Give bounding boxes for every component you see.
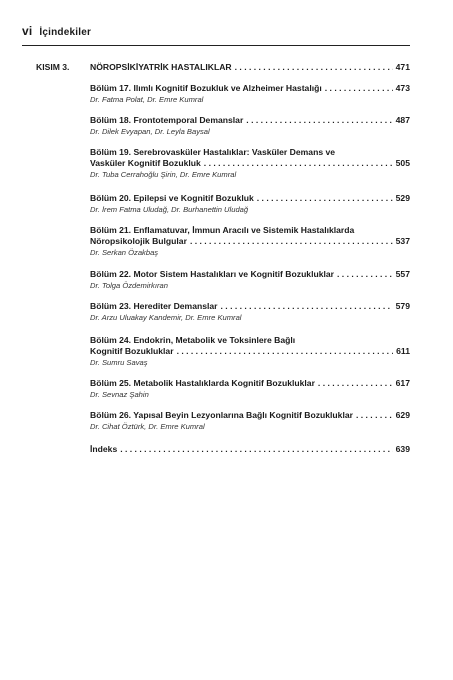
chapter-page: 529 (395, 193, 410, 203)
toc-entry-index[interactable] (90, 444, 410, 455)
chapter-title: Bölüm 25. Metabolik Hastalıklarda Kognitif Bozukluklar (90, 378, 315, 388)
chapter-title-line (90, 378, 410, 389)
running-head (22, 24, 91, 38)
dot-leader (246, 115, 392, 126)
running-head-page-number: vi (22, 24, 33, 38)
chapter-title-line (90, 115, 410, 126)
dot-leader (204, 158, 393, 169)
chapter-title: Bölüm 18. Frontotemporal Demanslar (90, 115, 244, 125)
chapter-page: 473 (395, 83, 410, 93)
toc-entry-chapter-26[interactable] (90, 410, 410, 432)
chapter-title: Kognitif Bozukluklar (90, 346, 174, 356)
section-label: KISIM 3. (36, 62, 70, 72)
chapter-page: 537 (395, 236, 410, 246)
chapter-page: 487 (395, 115, 410, 125)
chapter-title-line (90, 410, 410, 421)
chapter-title-line (90, 346, 410, 357)
dot-leader (325, 83, 393, 94)
chapter-title: Nöropsikolojik Bulgular (90, 236, 187, 246)
chapter-title-first-line: Bölüm 19. Serebrovasküler Hastalıklar: Vasküler Demans ve (90, 147, 336, 157)
chapter-page: 505 (395, 158, 410, 168)
chapter-title-line (90, 236, 410, 247)
chapter-title: Bölüm 22. Motor Sistem Hastalıkları ve Kognitif Bozukluklar (90, 269, 335, 279)
dot-leader (177, 346, 394, 357)
dot-leader (221, 301, 393, 312)
chapter-title: Bölüm 26. Yapısal Beyin Lezyonlarına Bağlı Kognitif Bozukluklar (90, 410, 353, 420)
running-head-title: İçindekiler (39, 27, 92, 38)
dot-leader (337, 269, 393, 280)
chapter-title-line (90, 301, 410, 312)
chapter-authors: Dr. Dilek Evyapan, Dr. Leyla Baysal (90, 127, 210, 136)
toc-entry-chapter-25[interactable] (90, 378, 410, 400)
toc-entry-chapter-23[interactable] (90, 301, 410, 323)
dot-leader (257, 193, 393, 204)
chapter-authors: Dr. Arzu Uluakay Kandemir, Dr. Emre Kumral (90, 313, 242, 322)
chapter-title-first-line: Bölüm 24. Endokrin, Metabolik ve Toksinlere Bağlı (90, 335, 296, 345)
header-rule (22, 45, 410, 46)
dot-leader (318, 378, 393, 389)
chapter-authors: Dr. Fatma Polat, Dr. Emre Kumral (90, 95, 204, 104)
index-page: 639 (395, 444, 410, 454)
chapter-title: Bölüm 23. Herediter Demanslar (90, 301, 218, 311)
chapter-page: 611 (396, 346, 410, 356)
chapter-title-line (90, 193, 410, 204)
chapter-authors: Dr. Sumru Savaş (90, 358, 148, 367)
toc-entry-chapter-18[interactable] (90, 115, 410, 137)
dot-leader (120, 444, 392, 455)
chapter-authors: Dr. İrem Fatma Uludağ, Dr. Burhanettin Uludağ (90, 205, 249, 214)
index-title: İndeks (90, 444, 118, 454)
section-page: 471 (395, 62, 410, 72)
toc-entry-chapter-19[interactable] (90, 147, 410, 180)
chapter-title: Bölüm 20. Epilepsi ve Kognitif Bozukluk (90, 193, 254, 203)
chapter-page: 617 (395, 378, 410, 388)
chapter-title-line (90, 269, 410, 280)
toc-entry-chapter-20[interactable] (90, 193, 410, 215)
chapter-page: 629 (395, 410, 410, 420)
chapter-page: 579 (395, 301, 410, 311)
dot-leader (190, 236, 393, 247)
chapter-page: 557 (395, 269, 410, 279)
toc-entry-chapter-22[interactable] (90, 269, 410, 291)
section-title: NÖROPSİKİYATRİK HASTALIKLAR (90, 62, 232, 72)
chapter-authors: Dr. Serkan Özakbaş (90, 248, 159, 257)
toc-entry-chapter-21[interactable] (90, 225, 410, 258)
chapter-authors: Dr. Tuba Cerrahoğlu Şirin, Dr. Emre Kumral (90, 170, 237, 179)
chapter-authors: Dr. Tolga Özdemirkıran (90, 281, 168, 290)
chapter-title-line (90, 158, 410, 169)
dot-leader (235, 62, 393, 73)
section-title-line (90, 62, 410, 73)
chapter-authors: Dr. Sevnaz Şahin (90, 390, 149, 399)
section-entry[interactable] (90, 62, 410, 73)
chapter-title: Bölüm 17. Ilımlı Kognitif Bozukluk ve Alzheimer Hastalığı (90, 83, 322, 93)
chapter-authors: Dr. Cihat Öztürk, Dr. Emre Kumral (90, 422, 205, 431)
chapter-title-line (90, 83, 410, 94)
dot-leader (356, 410, 393, 421)
toc-entry-chapter-17[interactable] (90, 83, 410, 105)
chapter-title-first-line: Bölüm 21. Enflamatuvar, İmmun Aracılı ve Sistemik Hastalıklarda (90, 225, 355, 235)
toc-entry-chapter-24[interactable] (90, 335, 410, 368)
chapter-title: Vasküler Kognitif Bozukluk (90, 158, 201, 168)
index-title-line (90, 444, 410, 455)
